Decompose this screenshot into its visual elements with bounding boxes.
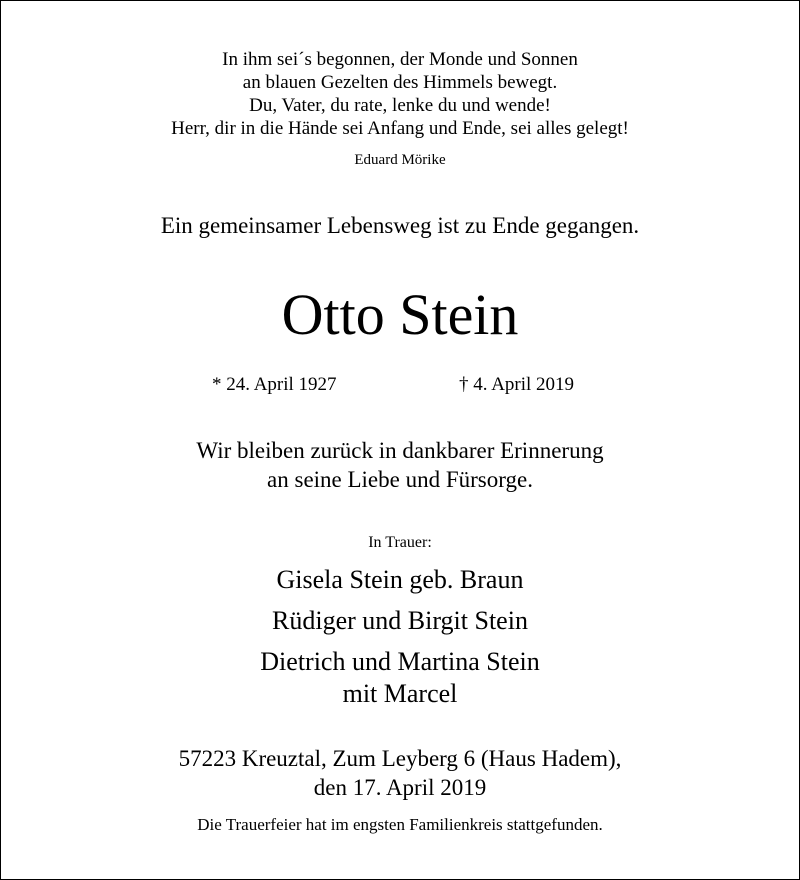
remembrance-line-2: an seine Liebe und Fürsorge. [267,467,533,492]
mourner-2: Rüdiger und Birgit Stein [272,606,528,635]
life-dates [0,375,800,397]
poem-line-4: Herr, dir in die Hände sei Anfang und Ende, sei alles gelegt! [171,118,629,139]
address-line-2: den 17. April 2019 [313,775,487,800]
poem-line-1: In ihm sei´s begonnen, der Monde und Sonnen [222,49,578,70]
mourner-4: mit Marcel [342,679,458,708]
deceased-name: Otto Stein [281,282,519,347]
birth-date: * 24. April 1927 [212,374,337,395]
closing-note: Die Trauerfeier hat im engsten Familienkreis stattgefunden. [197,815,603,834]
poem-author: Eduard Mörike [354,152,446,168]
poem-line-3: Du, Vater, du rate, lenke du und wende! [249,95,551,116]
poem-line-2: an blauen Gezelten des Himmels bewegt. [242,72,558,93]
mourner-1: Gisela Stein geb. Braun [276,565,524,594]
lead-text: Ein gemeinsamer Lebensweg ist zu Ende gegangen. [160,213,640,238]
mourning-label: In Trauer: [368,534,432,551]
death-date: † 4. April 2019 [459,374,575,395]
mourner-3: Dietrich und Martina Stein [260,647,540,676]
remembrance-line-1: Wir bleiben zurück in dankbarer Erinnerung [196,438,604,463]
address-line-1: 57223 Kreuztal, Zum Leyberg 6 (Haus Hadem), [178,746,622,771]
